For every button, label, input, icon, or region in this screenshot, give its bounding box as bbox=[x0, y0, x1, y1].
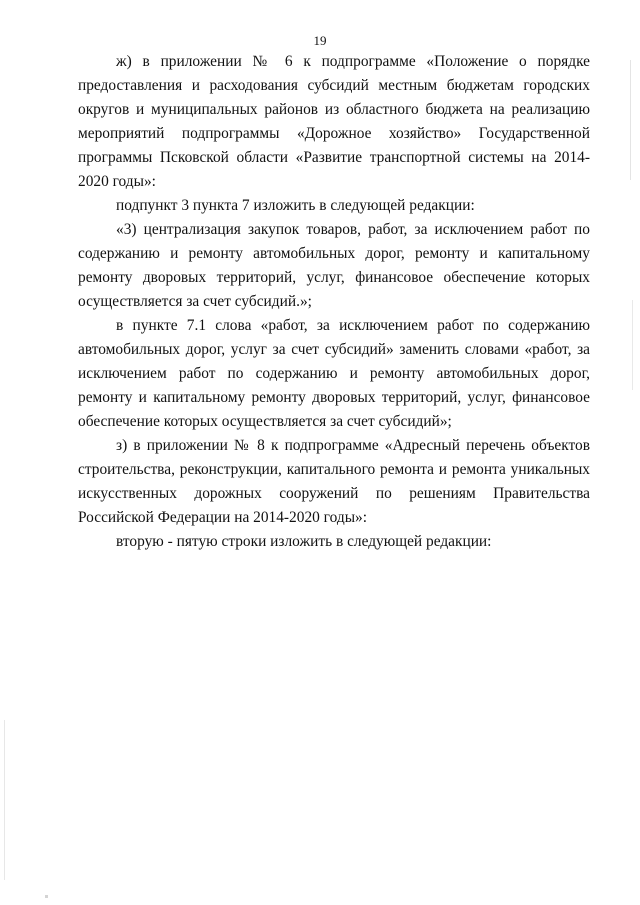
document-body bbox=[78, 50, 590, 554]
scan-edge-mark bbox=[630, 60, 631, 180]
paragraph-centralization-quote: «3) централизация закупок товаров, работ, за исключением работ по содержанию и ремонту автомобильных дорог, ремонту и капитальному ремонту дворовых территорий, услуг, финансовое обеспечение которых осуществляется за счет субсидий.»; bbox=[78, 221, 590, 310]
scan-edge-mark bbox=[632, 300, 633, 390]
paragraph-point-7-1: в пункте 7.1 слова «работ, за исключением работ по содержанию автомобильных дорог, услуг за счет субсидий» заменить словами «работ, за исключением работ по содержанию и ремонту автомобильных дорог, ремонту и капитальному ремонту дворовых территорий, услуг, финансовое обеспечение которых осуществляется за счет субсидий»; bbox=[78, 317, 590, 430]
scan-edge-mark bbox=[45, 895, 48, 898]
paragraph-subpoint-3: подпункт 3 пункта 7 изложить в следующей редакции: bbox=[116, 197, 475, 214]
scan-edge-mark bbox=[4, 720, 5, 880]
page-number: 19 bbox=[313, 33, 327, 48]
paragraph-rows-2-5: вторую - пятую строки изложить в следующей редакции: bbox=[116, 533, 492, 550]
paragraph-appendix-6: ж) в приложении № 6 к подпрограмме «Положение о порядке предоставления и расходования субсидий местным бюджетам городских округов и муниципальных районов из областного бюджета на реализацию мероприятий подпрограммы «Дорожное хозяйство» Государственной программы Псковской области «Развитие транспортной системы на 2014-2020 годы»: bbox=[78, 53, 590, 190]
paragraph-appendix-8: з) в приложении № 8 к подпрограмме «Адресный перечень объектов строительства, реконструкции, капитального ремонта и ремонта уникальных искусственных дорожных сооружений по решениям Правительства Российской Федерации на 2014-2020 годы»: bbox=[78, 437, 590, 526]
